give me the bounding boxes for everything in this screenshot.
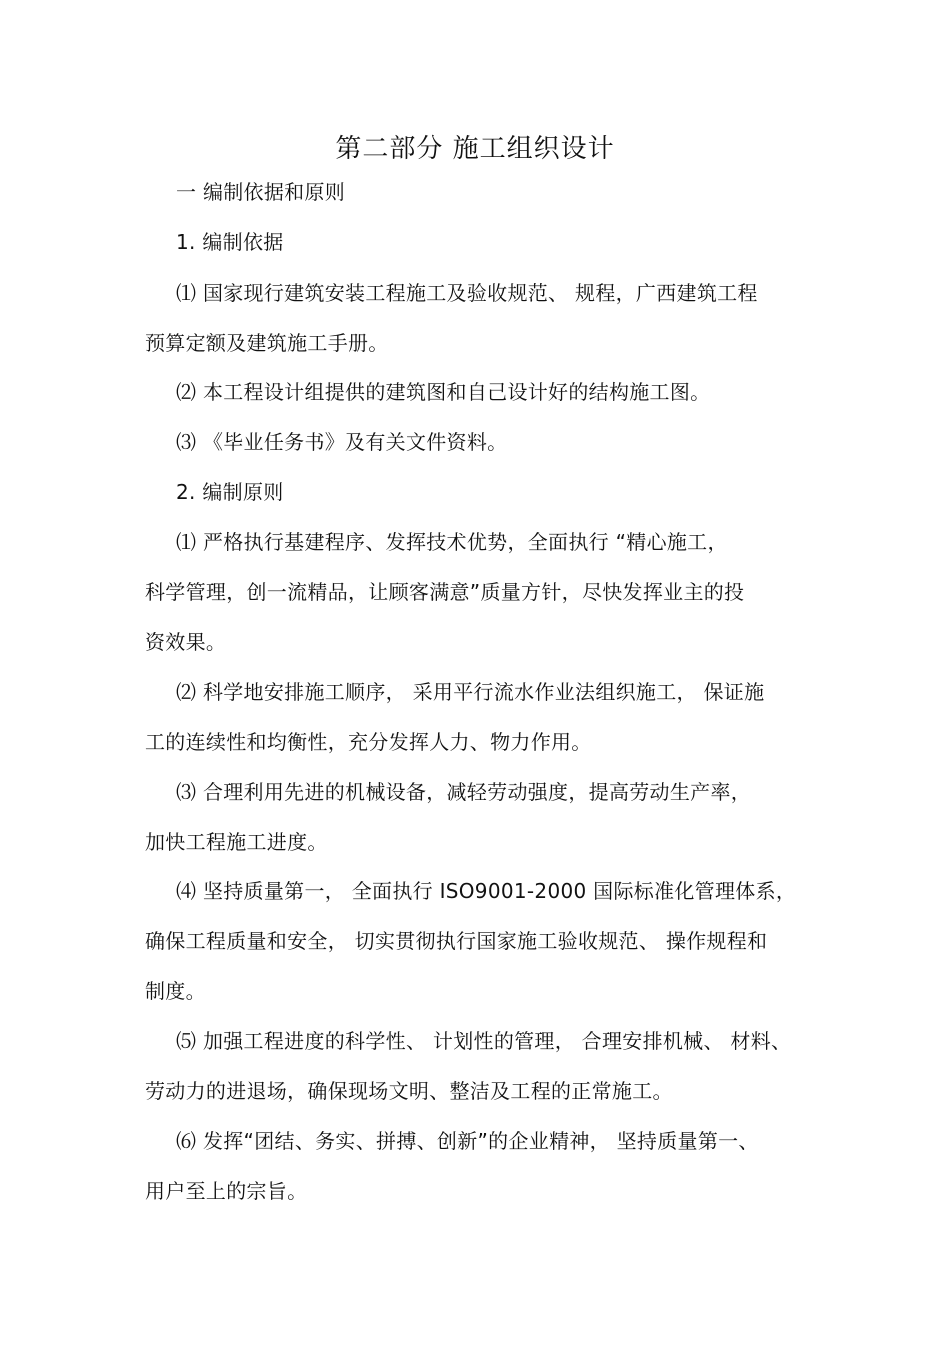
section-heading: 一 编制依据和原则: [176, 180, 346, 204]
principles-item-5-line-1: ⑸ 加强工程进度的科学性、 计划性的管理， 合理安排机械、 材料、: [176, 1029, 792, 1053]
principles-item-1-line-3: 资效果。: [145, 630, 227, 654]
principles-item-2-line-2: 工的连续性和均衡性，充分发挥人力、物力作用。: [145, 730, 592, 754]
principles-item-6-line-2: 用户至上的宗旨。: [145, 1179, 308, 1203]
principles-item-3-line-2: 加快工程施工进度。: [145, 830, 328, 854]
principles-item-4-line-1: ⑷ 坚持质量第一， 全面执行 ISO9001-2000 国际标准化管理体系，: [176, 879, 797, 903]
principles-item-4-line-2: 确保工程质量和安全， 切实贯彻执行国家施工验收规范、 操作规程和: [145, 929, 768, 953]
principles-item-3-line-1: ⑶ 合理利用先进的机械设备，减轻劳动强度，提高劳动生产率，: [176, 780, 752, 804]
principles-heading: 2. 编制原则: [176, 480, 284, 504]
basis-item-1-line-1: ⑴ 国家现行建筑安装工程施工及验收规范、 规程，广西建筑工程: [176, 281, 758, 305]
principles-item-6-line-1: ⑹ 发挥“团结、务实、拼搏、创新”的企业精神， 坚持质量第一、: [176, 1129, 759, 1153]
basis-item-2: ⑵ 本工程设计组提供的建筑图和自己设计好的结构施工图。: [176, 380, 711, 404]
principles-item-4-line-3: 制度。: [145, 979, 206, 1003]
basis-heading: 1. 编制依据: [176, 230, 284, 254]
basis-item-1-line-2: 预算定额及建筑施工手册。: [145, 331, 389, 355]
basis-item-3: ⑶ 《毕业任务书》及有关文件资料。: [176, 430, 508, 454]
principles-item-5-line-2: 劳动力的进退场，确保现场文明、整洁及工程的正常施工。: [145, 1079, 673, 1103]
page-title: 第二部分 施工组织设计: [335, 134, 615, 164]
principles-item-1-line-2: 科学管理，创一流精品，让顾客满意”质量方针，尽快发挥业主的投: [145, 580, 745, 604]
principles-item-1-line-1: ⑴ 严格执行基建程序、发挥技术优势，全面执行 “精心施工，: [176, 530, 728, 554]
principles-item-2-line-1: ⑵ 科学地安排施工顺序， 采用平行流水作业法组织施工， 保证施: [176, 680, 765, 704]
